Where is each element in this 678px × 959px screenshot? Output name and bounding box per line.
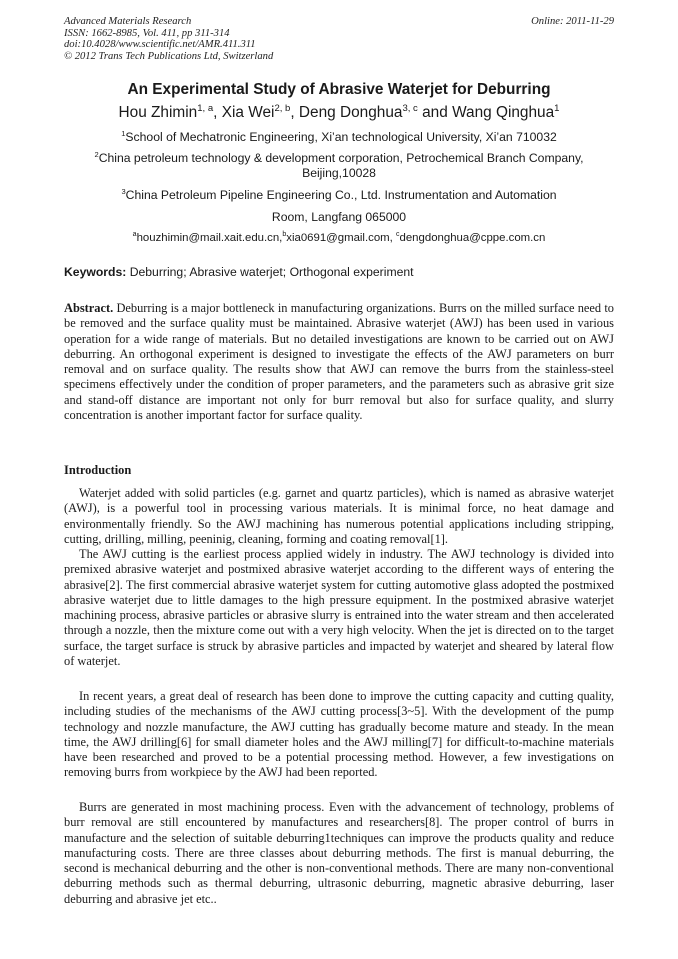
abstract-text: Deburring is a major bottleneck in manufacturing organizations. Burrs on the milled surface need to be removed and the surface quality must be maintained. Abrasive waterjet (AWJ) has been used in various operation for a wide range of materials. But no detailed investigations are known to be carried out on AWJ deburring. An orthogonal experiment is designed to investigate the effects of the AWJ parameters on burr removal and on surface quality. The results show that AWJ can remove the burrs from the stainless-steel specimens effectively under the condition of proper parameters, and the parameters such as abrasive grit size and stand-off distance are important not only for burr removal but also for surface quality, and slurry concentration is another important factor for surface quality. <box>64 301 614 423</box>
intro-paragraph-3: In recent years, a great deal of research has been done to improve the cutting capacity and cutting quality, including studies of the mechanisms of the AWJ cutting process[3~5]. With the development of the pump technology and nozzle manufacture, the AWJ cutting has gradually become mature and steady. In the mean time, the AWJ drilling[6] for small diameter holes and the AWJ milling[7] for difficult-to-machine materials have been researched and proved to be a potential processing method. However, a few investigations on removing burrs from workpiece by the AWJ had been reported. <box>64 689 614 780</box>
intro-paragraph-4: Burrs are generated in most machining process. Even with the advancement of technology, problems of burr removal are still encountered by manufactures and researchers[8]. The proper control of burrs in manufacture and the selection of suitable deburring1techniques can improve the products quality and reduce manufacturing costs. There are three classes about deburring methods. The first is manual deburring, the second is mechanical deburring and the other is non-conventional methods. There are many non-conventional deburring methods such as thermal deburring, ultrasonic deburring, magnetic abrasive deburring, laser deburring and abrasive jet etc.. <box>64 800 614 906</box>
keywords-label: Keywords: <box>64 265 127 279</box>
author-name: Hou Zhimin <box>118 104 198 121</box>
email-sup: c <box>395 231 400 239</box>
journal-header <box>64 16 273 62</box>
affiliation-2 <box>70 151 608 181</box>
author-sup: 3, c <box>402 102 418 114</box>
affiliation-sup: 2 <box>94 149 99 159</box>
author-separator: and <box>417 104 453 121</box>
affiliation-3 <box>70 188 608 203</box>
abstract <box>64 301 614 423</box>
email-sup: a <box>132 231 137 239</box>
author-list <box>30 103 648 123</box>
author-name: Wang Qinghua <box>452 104 555 121</box>
email-address[interactable]: houzhimin@mail.xait.edu.cn, <box>136 232 283 244</box>
author-sup: 1 <box>554 102 560 114</box>
affiliation-sup: 3 <box>121 186 126 196</box>
abstract-label: Abstract. <box>64 301 114 315</box>
journal-name: Advanced Materials Research <box>64 16 192 27</box>
intro-paragraph-2: The AWJ cutting is the earliest process applied widely in industry. The AWJ technology is divided into premixed abrasive waterjet and postmixed abrasive waterjet according to the different ways of entering the abrasive[2]. The first commercial abrasive waterjet system for cutting automotive glass adopted the postmixed abrasive waterjet due to little damages to the high pressure equipment. In the postmixed abrasive waterjet machining process, abrasive particles or abrasive slurry is entrained into the water stream and then accelerated through a nozzle, then the mixture come out with a very high velocity. When the jet is directed on to the target surface, the target surface is struck by abrasive particles and impacted by waterjet and sheared by lateral flow of waterjet. <box>64 547 614 669</box>
affiliation-1 <box>70 130 608 145</box>
affiliation-sup: 1 <box>121 128 126 138</box>
affiliation-3-line-2: Room, Langfang 065000 <box>271 210 407 224</box>
author-sup: 2, b <box>274 102 291 114</box>
email-sup: b <box>282 231 287 239</box>
author-name: Deng Donghua <box>298 104 403 121</box>
affiliation-text: China petroleum technology & development corporation, Petrochemical Branch Company, Beijing,10028 <box>98 151 584 180</box>
doi-line: doi:10.4028/www.scientific.net/AMR.411.311 <box>64 39 256 51</box>
online-date: Online: 2011-11-29 <box>531 16 614 27</box>
intro-paragraph-1: Waterjet added with solid particles (e.g. garnet and quartz particles), which is named as abrasive waterjet (AWJ), is a powerful tool in processing various materials. It is minimal force, no heat damage and environmentally friendly. So the AWJ machining has numerous potential applications including stripping, cutting, drilling, milling, peeninig, cleaning, forming and coating removal[1]. <box>64 486 614 546</box>
author-name: Xia Wei <box>221 104 275 121</box>
copyright-line: © 2012 Trans Tech Publications Ltd, Switzerland <box>64 50 274 62</box>
keywords <box>64 265 614 280</box>
paper-title: An Experimental Study of Abrasive Waterjet for Deburring <box>127 81 551 98</box>
email-line <box>70 231 608 246</box>
affiliation-text: School of Mechatronic Engineering, Xi’an technological University, Xi’an 710032 <box>125 130 557 144</box>
author-sup: 1, a <box>197 102 214 114</box>
email-address[interactable]: xia0691@gmail.com, <box>286 232 396 244</box>
email-address[interactable]: dengdonghua@cppe.com.cn <box>399 232 546 244</box>
author-separator: , <box>290 104 299 121</box>
issn-line: ISSN: 1662-8985, Vol. 411, pp 311-314 <box>64 27 230 39</box>
section-heading-introduction: Introduction <box>64 463 132 477</box>
author-separator: , <box>213 104 222 121</box>
keywords-text: Deburring; Abrasive waterjet; Orthogonal experiment <box>126 265 414 279</box>
affiliation-text: China Petroleum Pipeline Engineering Co., Ltd. Instrumentation and Automation <box>125 188 557 202</box>
